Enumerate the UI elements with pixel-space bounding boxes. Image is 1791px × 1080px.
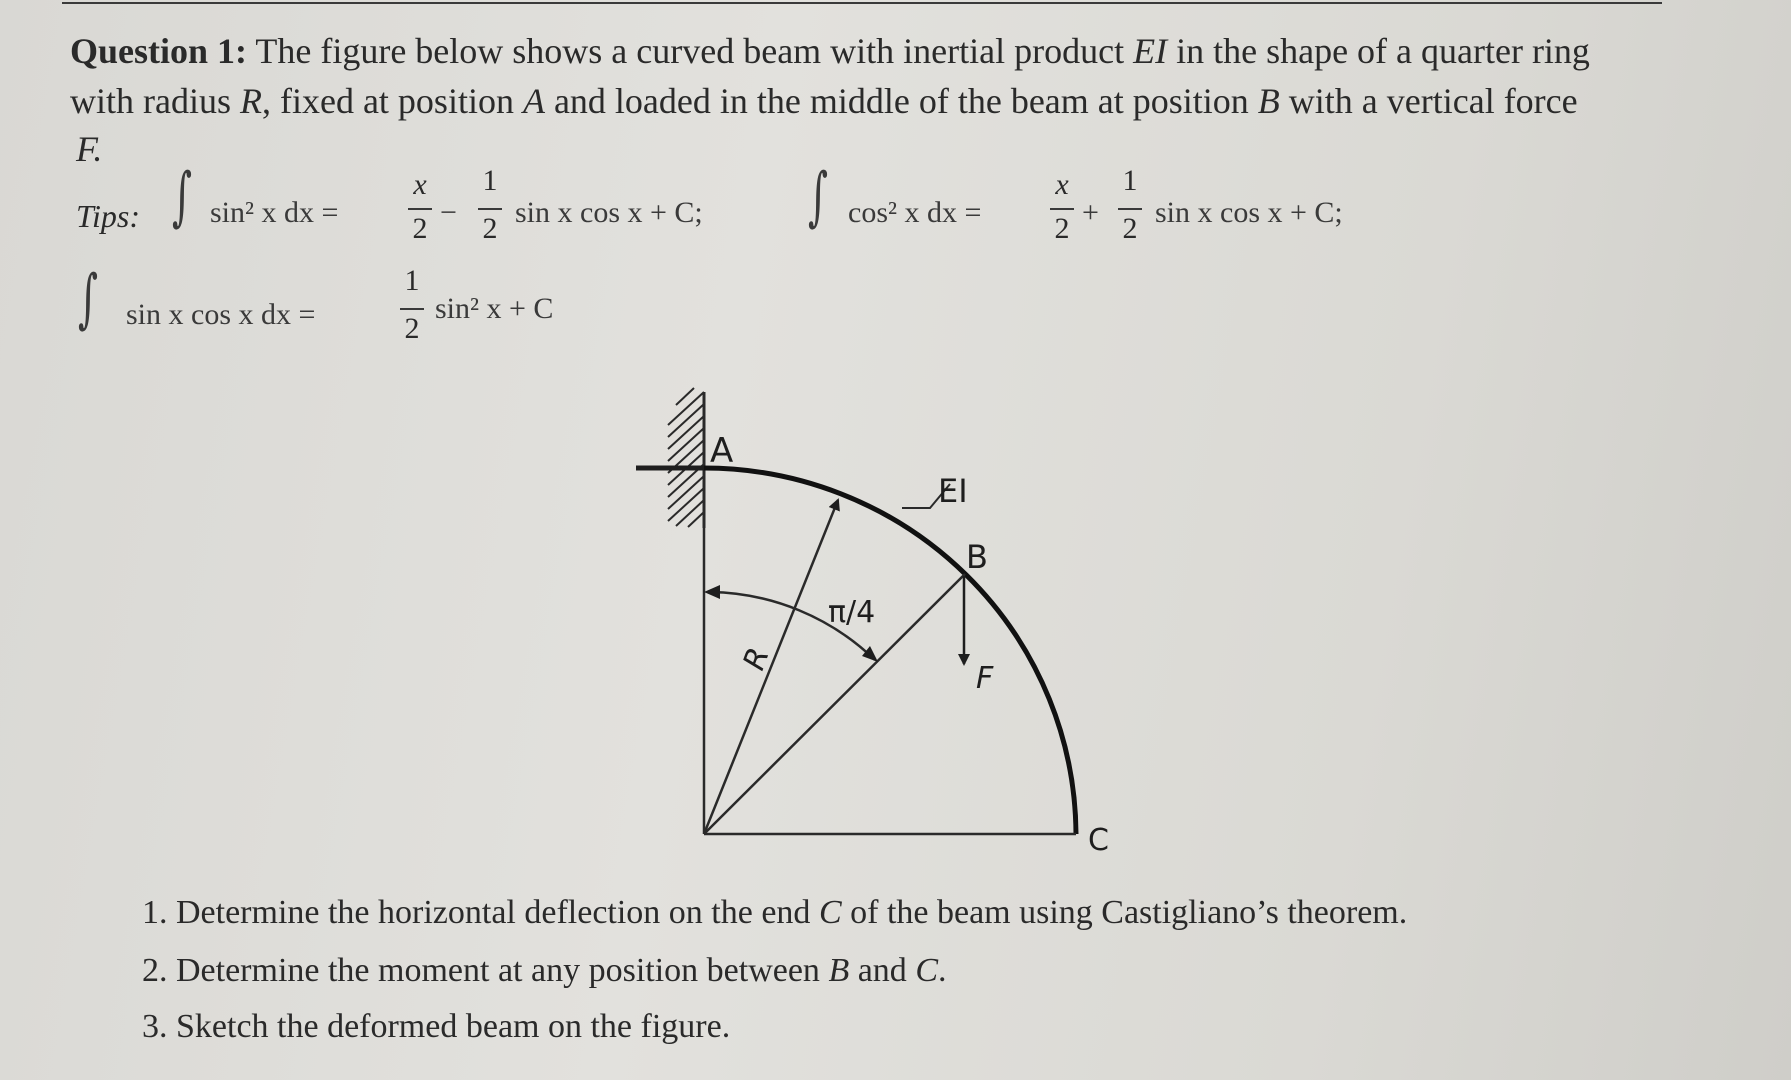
task-number: 3. — [142, 1008, 168, 1045]
task-item-1 — [142, 894, 1407, 932]
formula3-right: sin² x + C — [435, 292, 554, 325]
task-symbol-b: B — [828, 952, 850, 989]
task-text-end: . — [938, 952, 947, 989]
formula3-left: sin x cos x dx = — [126, 298, 316, 331]
formula3-two: 2 — [404, 312, 420, 345]
question-text-2a: with radius — [70, 81, 240, 121]
label-ei: EI — [938, 472, 968, 510]
formula1-left: sin² x dx = — [210, 196, 339, 229]
formula2-right: sin x cos x + C; — [1155, 196, 1343, 229]
question-label: Question 1: — [70, 31, 248, 71]
formula2-x: x — [1055, 168, 1069, 201]
angle-arrow-left — [704, 585, 720, 599]
fixed-support-hatch — [668, 388, 704, 528]
formula2-two-a: 2 — [1054, 212, 1070, 245]
question-line-3: F. — [76, 129, 103, 169]
angle-arrow-right — [862, 646, 878, 662]
formula2-left: cos² x dx = — [848, 196, 982, 229]
formula1-one: 1 — [482, 164, 498, 197]
label-c: C — [1088, 823, 1109, 858]
question-text-2c: and loaded in the middle of the beam at position — [544, 81, 1258, 121]
label-f: F — [976, 661, 994, 696]
label-angle: π/4 — [828, 595, 876, 630]
task-item-2 — [142, 952, 947, 990]
task-text: Sketch the deformed beam on the figure. — [176, 1008, 731, 1045]
task-symbol-c: C — [818, 894, 842, 931]
integral-symbol-1: ∫ — [172, 160, 193, 234]
formula2-one: 1 — [1122, 164, 1138, 197]
formula1-two-a: 2 — [412, 212, 428, 245]
question-text-1b: in the shape of a quarter ring — [1167, 31, 1590, 71]
task-number: 2. — [142, 952, 168, 989]
formula1-minus: − — [440, 196, 457, 229]
question-text-2d: with a vertical force — [1279, 81, 1578, 121]
integral-symbol-3: ∫ — [78, 262, 99, 336]
task-symbol-c: C — [915, 952, 938, 989]
question-text-2b: , fixed at position — [261, 81, 523, 121]
formula1-right: sin x cos x + C; — [515, 196, 703, 229]
label-r: R — [736, 643, 777, 675]
task-text: Determine the horizontal deflection on the end — [176, 894, 819, 931]
task-text-mid: and — [849, 952, 916, 989]
tips-label: Tips: — [76, 198, 141, 234]
formula1-x: x — [413, 168, 427, 201]
label-a: A — [710, 431, 734, 471]
b-symbol: B — [1257, 81, 1280, 121]
r-symbol: R — [239, 81, 262, 121]
label-b: B — [966, 538, 988, 576]
a-symbol: A — [522, 81, 545, 121]
formula2-two-b: 2 — [1122, 212, 1138, 245]
task-text: Determine the moment at any position between — [176, 952, 829, 989]
integral-symbol-2: ∫ — [808, 160, 829, 234]
task-text-end: of the beam using Castigliano’s theorem. — [841, 894, 1408, 931]
formula3-one: 1 — [404, 264, 420, 297]
task-number: 1. — [142, 894, 168, 931]
formula2-plus: + — [1082, 196, 1099, 229]
question-text-1: The figure below shows a curved beam with inertial product — [255, 31, 1134, 71]
formula1-two-b: 2 — [482, 212, 498, 245]
task-item-3 — [142, 1008, 730, 1046]
ei-symbol: EI — [1133, 31, 1168, 71]
